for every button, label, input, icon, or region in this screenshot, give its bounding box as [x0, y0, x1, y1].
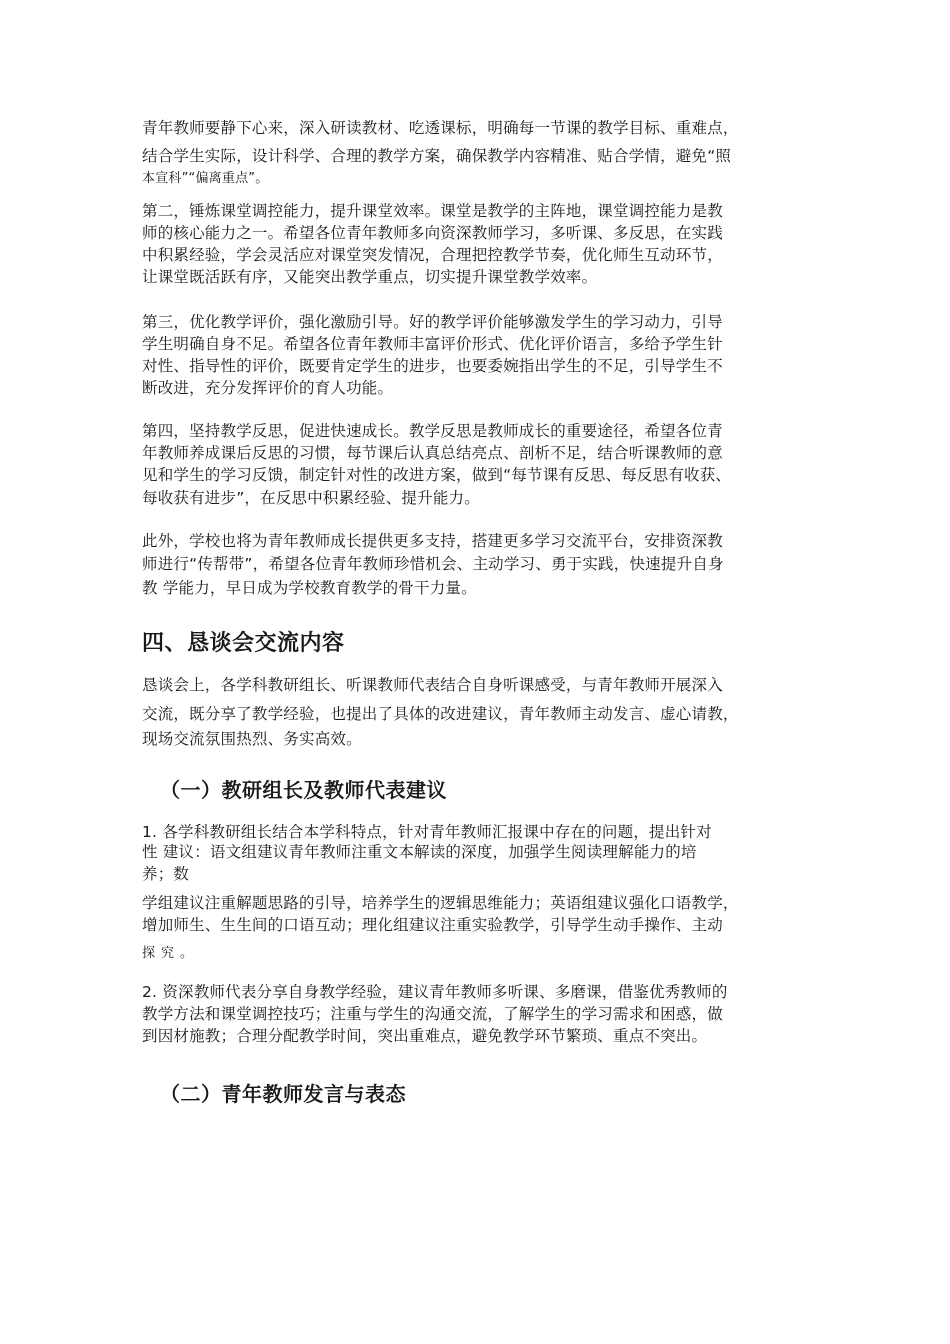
list-item-line: 2. 资深教师代表分享自身教学经验，建议青年教师多听课、多磨课，借鉴优秀教师的	[142, 983, 728, 1001]
text-line: 现场交流氛围热烈、务实高效。	[142, 730, 362, 748]
text-line: 结合学生实际，设计科学、合理的教学方案，确保教学内容精准、贴合学情，避免“照	[142, 147, 732, 165]
text-line: 师进行“传帮带”，希望各位青年教师珍惜机会、主动学习、勇于实践，快速提升自身	[142, 555, 724, 573]
text-line: 此外，学校也将为青年教师成长提供更多支持，搭建更多学习交流平台，安排资深教	[142, 532, 723, 550]
subsection-heading: （一）教研组长及教师代表建议	[160, 778, 447, 802]
text-line: 学生明确自身不足。希望各位青年教师丰富评价形式、优化评价语言，多给予学生针	[142, 335, 723, 353]
section-heading: 四、恳谈会交流内容	[142, 631, 345, 656]
text-line: 对性、指导性的评价，既要肯定学生的进步，也要委婉指出学生的不足，引导学生不	[142, 357, 723, 375]
list-item-line: 增加师生、生生间的口语互动；理化组建议注重实验教学，引导学生动手操作、主动	[142, 916, 723, 934]
list-item-line: 到因材施教；合理分配教学时间，突出重难点，避免教学环节繁琐、重点不突出。	[142, 1027, 708, 1045]
text-line: 断改进，充分发挥评价的育人功能。	[142, 379, 394, 397]
text-line: 交流，既分享了教学经验，也提出了具体的改进建议，青年教师主动发言、虚心请教，	[142, 705, 739, 723]
text-line: 年教师养成课后反思的习惯，每节课后认真总结亮点、剖析不足，结合听课教师的意	[142, 444, 723, 462]
list-item-line: 探究。	[142, 946, 200, 961]
list-item-line: 性 建议：语文组建议青年教师注重文本解读的深度，加强学生阅读理解能力的培	[142, 843, 697, 861]
list-item-line: 养；数	[142, 865, 190, 883]
text-line: 每收获有进步”，在反思中积累经验、提升能力。	[142, 489, 480, 507]
subsection-heading: （二）青年教师发言与表态	[160, 1082, 406, 1106]
text-line: 恳谈会上，各学科教研组长、听课教师代表结合自身听课感受，与青年教师开展深入	[142, 676, 723, 694]
text-line: 教 学能力，早日成为学校教育教学的骨干力量。	[142, 579, 477, 597]
list-item-line: 学组建议注重解题思路的引导，培养学生的逻辑思维能力；英语组建议强化口语教学，	[142, 894, 739, 912]
text-line: 见和学生的学习反馈，制定针对性的改进方案，做到“每节课有反思、每反思有收获、	[142, 466, 732, 484]
list-item-line: 教学方法和课堂调控技巧；注重与学生的沟通交流，了解学生的学习需求和困惑，做	[142, 1005, 723, 1023]
list-item-line: 1. 各学科教研组长结合本学科特点，针对青年教师汇报课中存在的问题，提出针对	[142, 823, 712, 841]
text-line: 第三，优化教学评价，强化激励引导。好的教学评价能够激发学生的学习动力，引导	[142, 313, 723, 331]
text-line: 青年教师要静下心来，深入研读教材、吃透课标，明确每一节课的教学目标、重难点，	[142, 119, 739, 137]
text-line: 第四，坚持教学反思，促进快速成长。教学反思是教师成长的重要途径，希望各位青	[142, 422, 723, 440]
text-line: 本宣科”“偏离重点”。	[142, 171, 269, 186]
text-line: 第二，锤炼课堂调控能力，提升课堂效率。课堂是教学的主阵地，课堂调控能力是教	[142, 202, 723, 220]
text-line: 师的核心能力之一。希望各位青年教师多向资深教师学习，多听课、多反思，在实践	[142, 224, 723, 242]
text-line: 让课堂既活跃有序，又能突出教学重点，切实提升课堂教学效率。	[142, 268, 598, 286]
text-line: 中积累经验，学会灵活应对课堂突发情况，合理把控教学节奏，优化师生互动环节，	[142, 246, 723, 264]
